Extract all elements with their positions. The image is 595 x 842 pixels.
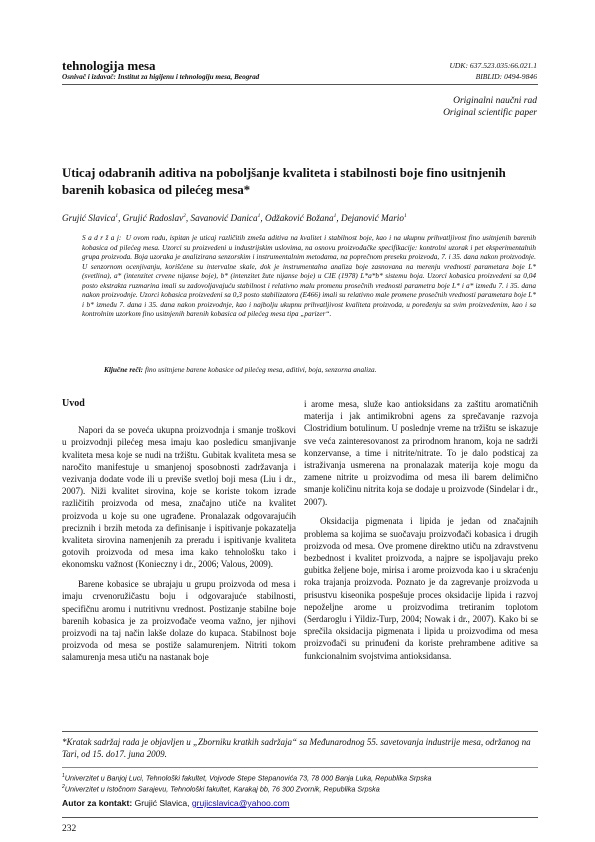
footnote: *Kratak sadržaj rada je objavljen u „Zborniku kratkih sadržaja“ sa Međunarodnog 55. savetovanja industrije mesa, održanog na Tari, od 15. do17. juna 2009. xyxy=(62,737,531,759)
publisher-line: Osnivač i izdavač: Institut za higijenu i tehnologiju mesa, Beograd xyxy=(62,73,260,81)
affiliation-text: Univerzitet u Istočnom Sarajevu, Tehnološki fakultet, Karakaj bb, 76 300 Zvornik, Republika Srpska xyxy=(64,784,380,794)
body-paragraph: i arome mesa, služe kao antioksidans za zaštitu aromatičnih materija i jak antimikrobni agens za sprečavanje razvoja Clostridium botulinum. U poslednje vreme na tržištu se iskazuje sve veća zainteresovanost za prirodnom hranom, koja ne sadrži konzervanse, a time i nitrite/nitrate. To je dalo podsticaj za istraživanja usmerena na pronalazak materija koje mogu da zamene nitrite u proizvodima od mesa ili barem delimično smanje količinu nitrita koja se dodaje u proizvode (Sindelar i dr., 2007). xyxy=(304,399,538,507)
affiliation-text: Univerzitet u Banjoj Luci, Tehnološki fakultet, Vojvode Stepe Stepanovića 73, 78 000 Banja Luka, Republika Srpska xyxy=(64,773,432,783)
body-paragraph: Napori da se poveća ukupna proizvodnja i smanje troškovi u proizvodnji pilećeg mesa imaju kao posledicu smanjivanje kvaliteta mesa koje se nudi na tržištu. Gubitak kvaliteta mesa se naročito manifestuje u smanjenoj sposobnosti zadržavanja i vezivanja dodate vode ili u previše svetloj boji mesa (Liu i dr., 2007). Niži kvalitet sirovina, koje se koriste tokom izrade različitih proizvoda od mesa, značajno utiče na kvalitet proizvoda u koje su one ugrađene. Pronalazak odgovarajućih preciznih i brzih metoda za definisanje i ispitivanje pokazatelja kvaliteta sirovina namenjenih za preradu i ispitivanje kvaliteta gotovih proizvoda od mesa ima kako tehnološku tako i ekonomsku važnost (Konieczny i dr., 2006; Valous, 2009). xyxy=(62,425,296,570)
keywords-label: Ključne reči: xyxy=(104,365,144,374)
author-affil: 1 xyxy=(403,213,407,219)
author-name: Odžaković Božana xyxy=(264,213,334,224)
abstract xyxy=(82,233,536,319)
paper-type-sr: Originalni naučni rad xyxy=(453,96,537,106)
abstract-lead: S a d r ž a j: xyxy=(82,233,122,242)
contact-label: Autor za kontakt: xyxy=(62,798,133,808)
body-column-right xyxy=(304,398,538,669)
affiliation-marker: 2 xyxy=(62,783,65,790)
journal-title: tehnologija mesa xyxy=(62,58,156,73)
author-affil: 1 xyxy=(115,213,119,219)
contact-name: Grujić Slavica, xyxy=(134,798,190,808)
paper-type xyxy=(443,96,537,119)
body-paragraph: Barene kobasice se ubrajaju u grupu proizvoda od mesa i imaju crvenoružičastu boju i odgovarajuće stabilnosti, specifičnu aromu i nutritivnu vrednost. Postizanje stabilne boje barenih kobasica je za proizvođače veoma važno, jer njihovi proizvodi na taj način lakše dolaze do kupaca. Stabilnost boje proizvoda od mesa se postiže salamurenjem. Nitriti tokom salamurenja mesa utiču na nastanak boje xyxy=(62,579,296,663)
abstract-text: U ovom radu, ispitan je uticaj različitih zmeša aditiva na kvalitet i stabilnost boje, kao i na ukupnu prihvatljivost fino usitnjenih barenih kobasica od pilećeg mesa. Uzorci su proizvedeni u industrijskim uslovima, na osnovu proizvođačke specifikacije: kontrolni uzorak i pet eksperimentalnih grupa proizvoda. Boja uzoraka je analizirana senzorskim i instrumentalnim metodama, na poprečnom preseku proizvoda, 7. i 35. dana nakon proizvodnje. U senzornom ocenjivanju, korišćene su intervalne skale, dok je instrumentalna analiza boje zasnovana na merenju vrednosti parametara boje L* (svetlina), a* (intenzitet crvene nijanse boje), b* (intenzitet žute nijanse boje) u CIE (1978) L*a*b* sistemu boja. Uzorci kobasica proizvedeni sa 0,04 posto ekstrakta ruzmarina imali su zadovoljavajuću stabilnost i relativno malu promenu prosečnih vrednosti parametra boje L* i a* između 7. i 35. dana nakon proizvodnje. Uzorci kobasica proizvedeni sa 0,3 posto stabilizatora (E466) imali su relativno male promene prosečnih vrednosti parametara boje L* i b* između 7. dana i 35. dana nakon proizvodnje, kao i najbolju ukupnu prihvatljivost kvaliteta proizvoda, u poređenju sa svim proizvedenim, kao i sa kontrolnim uzorkom fino usitnjenih barenih kobasica od pilećeg mesa tipa „parizer“. xyxy=(82,233,536,319)
author-name: Grujić Radoslav xyxy=(122,213,184,224)
author-list: Grujić Slavica$^1$, Grujić Radoslav$^2$, Savanović Danica$^1$, Odžaković Božana$^1$, Dejanović Mario$^1$ xyxy=(62,213,407,224)
author-affil: 2 xyxy=(183,213,186,219)
affiliations xyxy=(62,772,542,794)
keywords-text: fino usitnjene barene kobasice od pilećeg mesa, aditivi, boja, senzorna analiza. xyxy=(144,365,377,374)
footnote-rule xyxy=(62,731,538,732)
paper-title: Uticaj odabranih aditiva na poboljšanje kvaliteta i stabilnosti boje fino usitnjenih barenih kobasica od pilećeg mesa* xyxy=(62,166,506,197)
author-affil: 1 xyxy=(257,213,261,219)
udk-code: UDK: 637.523.035:66.021.1 xyxy=(449,61,537,70)
contact-line xyxy=(62,798,289,808)
bibid-code: BIBLID: 0494-9846 xyxy=(475,72,537,81)
paper-type-en: Original scientific paper xyxy=(443,107,537,118)
page-number: 232 xyxy=(62,824,77,834)
author-affil: 1 xyxy=(333,213,337,219)
header-rule xyxy=(62,84,538,85)
affiliation-item xyxy=(62,772,542,783)
keywords xyxy=(104,365,534,374)
contact-email-link[interactable]: grujicslavica@yahoo.com xyxy=(191,798,290,808)
affiliation-marker: 1 xyxy=(62,773,65,779)
bottom-rule xyxy=(62,817,538,818)
author-name: Savanović Danica xyxy=(190,213,258,224)
affiliation-rule xyxy=(62,767,538,768)
section-title: Uvod xyxy=(62,398,85,409)
affiliation-item xyxy=(62,783,542,794)
body-paragraph: Oksidacija pigmenata i lipida je jedan od značajnih problema sa kojima se suočavaju proizvođači kobasica i drugih proizvoda od mesa. Ove promene direktno utiču na zdravstvenu bezbednost i kvalitet proizvoda, a najpre se ispoljavaju preko gubitka željene boje, mirisa i arome proizvoda kao i u skraćenju roka trajanja proizvoda. Poznato je da zagrevanje proizvoda u prisustvu kiseonika pospešuje proces oksidacije lipida i razvoj nepoželjne arome u proizvodima tretiranim toplotom (Serdaroglu i Yildiz-Turp, 2004; Nowak i dr., 2007). Kako bi se sprečila oksidacija pigmenata i lipida u proizvodima od mesa proizvođači su prinuđeni da koriste prehrambene aditive sa funkcionalnim svojstvima antioksidansa. xyxy=(304,516,538,661)
author-name: Dejanović Mario xyxy=(340,213,404,224)
author-name: Grujić Slavica xyxy=(62,213,116,224)
body-column-left xyxy=(62,398,296,671)
